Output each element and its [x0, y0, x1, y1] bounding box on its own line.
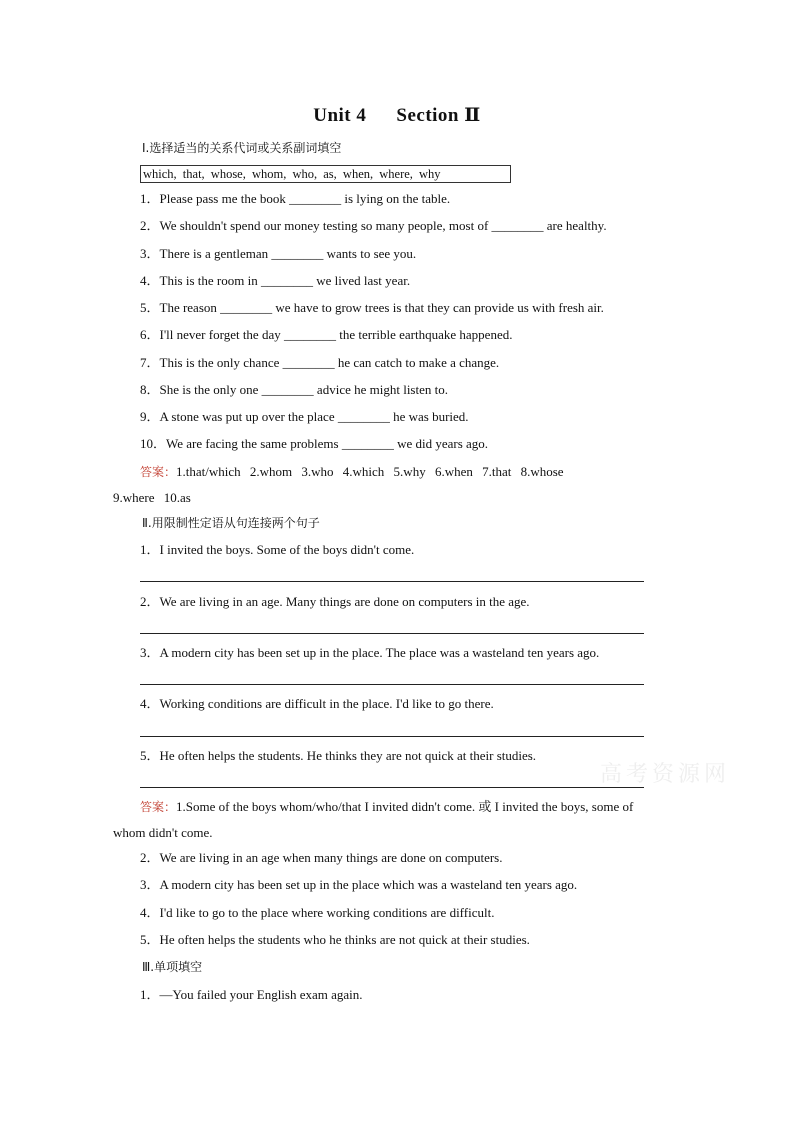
- part2-item-3: 3．A modern city has been set up in the place. The place was a wasteland ten years ago.: [140, 645, 600, 660]
- part2-answer-line2: whom didn't come.: [113, 825, 213, 840]
- part1-item-1: 1．Please pass me the book ________ is lying on the table.: [140, 191, 451, 206]
- unit-label: Unit 4: [313, 105, 367, 126]
- part1-item-4: 4．This is the room in ________ we lived last year.: [140, 273, 411, 288]
- word-bank-box: which, that, whose, whom, who, as, when, where, why: [140, 165, 511, 183]
- watermark: 高考资源网: [600, 762, 731, 787]
- answer-label: 答案：: [140, 465, 177, 479]
- answer-rule-4: [140, 736, 644, 737]
- answer-rule-2: [140, 633, 644, 634]
- part3-item-1: 1．—You failed your English exam again.: [140, 987, 363, 1002]
- part2-item-4: 4．Working conditions are difficult in the place. I'd like to go there.: [140, 696, 494, 711]
- part2-answer-line1: [140, 799, 633, 815]
- part1-heading: Ⅰ.选择适当的关系代词或关系副词填空: [142, 141, 342, 155]
- part1-item-5: 5．The reason ________ we have to grow trees is that they can provide us with fresh air.: [140, 300, 604, 315]
- part1-item-8: 8．She is the only one ________ advice he might listen to.: [140, 382, 448, 397]
- part2-answer-4: 4．I'd like to go to the place where working conditions are difficult.: [140, 905, 495, 920]
- answer-rule-1: [140, 581, 644, 582]
- part1-item-9: 9．A stone was put up over the place ________ he was buried.: [140, 409, 469, 424]
- answer-rule-5: [140, 787, 644, 788]
- part2-item-5: 5．He often helps the students. He thinks they are not quick at their studies.: [140, 748, 537, 763]
- part2-answer-1: 1.Some of the boys whom/who/that I invited didn't come. 或 I invited the boys, some of: [176, 799, 634, 814]
- part2-heading: Ⅱ.用限制性定语从句连接两个句子: [142, 516, 320, 530]
- part1-answers: 1.that/which 2.whom 3.who 4.which 5.why 6.when 7.that 8.whose: [176, 464, 564, 479]
- part3-heading: Ⅲ.单项填空: [142, 960, 203, 974]
- answer-label: 答案：: [140, 800, 177, 814]
- part2-item-1: 1．I invited the boys. Some of the boys didn't come.: [140, 542, 415, 557]
- answer-rule-3: [140, 684, 644, 685]
- part1-item-2: 2．We shouldn't spend our money testing so many people, most of ________ are healthy.: [140, 218, 607, 233]
- section-label: Section Ⅱ: [396, 105, 481, 126]
- part2-answer-2: 2．We are living in an age when many things are done on computers.: [140, 850, 503, 865]
- part1-answer-line1: [140, 464, 564, 480]
- part2-answer-5: 5．He often helps the students who he thinks are not quick at their studies.: [140, 932, 530, 947]
- part1-item-6: 6．I'll never forget the day ________ the terrible earthquake happened.: [140, 327, 513, 342]
- page-title: [0, 104, 794, 127]
- part1-item-10: 10．We are facing the same problems ________ we did years ago.: [140, 436, 489, 451]
- part1-item-3: 3．There is a gentleman ________ wants to see you.: [140, 246, 417, 261]
- part2-answer-3: 3．A modern city has been set up in the place which was a wasteland ten years ago.: [140, 877, 578, 892]
- part2-item-2: 2．We are living in an age. Many things are done on computers in the age.: [140, 594, 530, 609]
- part1-item-7: 7．This is the only chance ________ he can catch to make a change.: [140, 355, 500, 370]
- part1-answer-line2: 9.where 10.as: [113, 490, 191, 505]
